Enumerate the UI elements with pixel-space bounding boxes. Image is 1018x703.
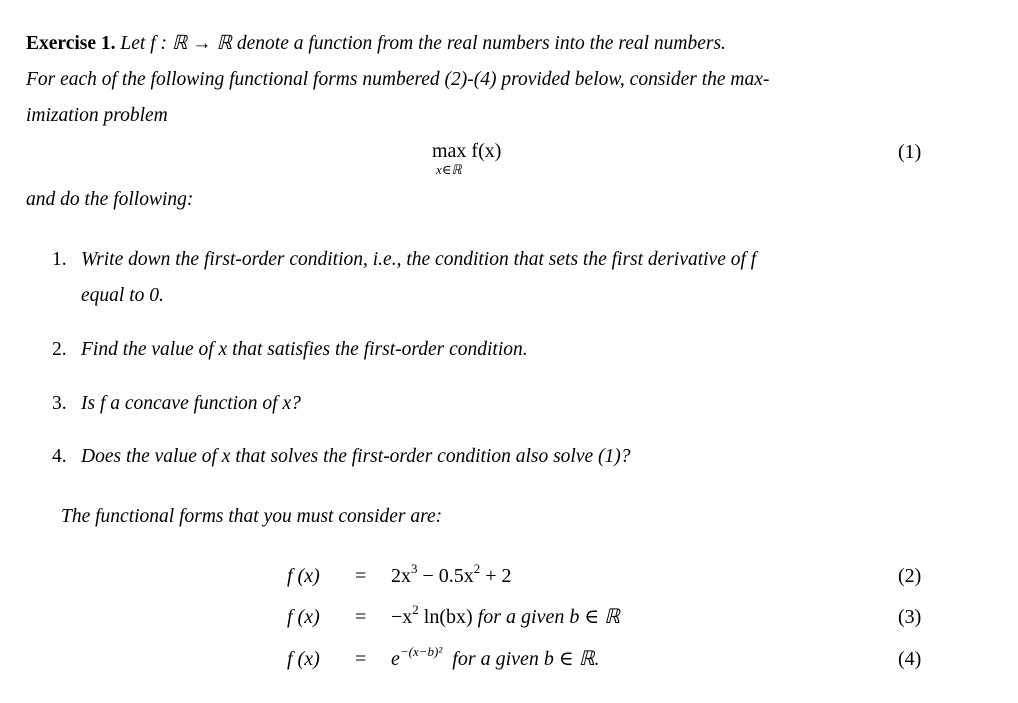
equation-number-1: (1) xyxy=(898,141,922,163)
exercise-heading: Exercise 1. xyxy=(26,33,116,54)
equals-sign: = xyxy=(355,606,367,628)
equation-lhs: f (x) xyxy=(287,606,320,628)
max-subscript: x∈ℝ xyxy=(436,162,462,177)
equation-number-3: (3) xyxy=(898,606,922,628)
equation-number-2: (2) xyxy=(898,565,922,587)
task-text: Write down the first-order condition, i.e., the condition that sets the first derivative of f xyxy=(81,249,757,270)
rhs-term: ln(bx) xyxy=(418,606,478,628)
equation-lhs: f (x) xyxy=(287,648,320,670)
task-number: 1. xyxy=(52,249,67,270)
rhs-condition: for a given b ∈ ℝ. xyxy=(442,648,600,670)
rhs-term: e xyxy=(391,648,400,670)
max-operator: max f(x) xyxy=(432,140,502,162)
equals-sign: = xyxy=(355,648,367,670)
rhs-term: −x xyxy=(391,606,413,628)
equation-rhs xyxy=(391,602,620,628)
max-problem xyxy=(432,141,501,161)
rhs-exponent: −(x−b)² xyxy=(399,644,443,659)
task-number: 4. xyxy=(52,446,67,467)
rhs-condition: for a given b ∈ ℝ xyxy=(477,606,620,628)
rhs-exponent: 3 xyxy=(411,561,418,576)
rhs-term: 2x xyxy=(391,565,411,587)
rhs-exponent: 2 xyxy=(473,561,481,576)
task-text: Is f a concave function of x? xyxy=(81,393,301,414)
intro-line-3: imization problem xyxy=(26,105,168,126)
task-text: Does the value of x that solves the first-order condition also solve (1)? xyxy=(81,446,631,467)
intro-line-1-text: Let f : ℝ → ℝ denote a function from the real numbers into the real numbers. xyxy=(120,33,726,54)
task-number: 3. xyxy=(52,393,67,414)
do-following-text: and do the following: xyxy=(26,189,194,210)
intro-line-1 xyxy=(26,34,726,54)
equation-number-4: (4) xyxy=(898,648,922,670)
rhs-term: + 2 xyxy=(480,565,512,587)
rhs-term: − 0.5x xyxy=(417,565,474,587)
equation-rhs xyxy=(391,644,600,670)
intro-line-2: For each of the following functional forms numbered (2)-(4) provided below, consider the max- xyxy=(26,69,770,90)
task-text-continuation: equal to 0. xyxy=(81,285,164,306)
task-text: Find the value of x that satisfies the first-order condition. xyxy=(81,339,528,360)
equals-sign: = xyxy=(355,565,367,587)
task-number: 2. xyxy=(52,339,67,360)
equation-rhs xyxy=(391,561,512,587)
forms-intro: The functional forms that you must consider are: xyxy=(61,506,443,527)
equation-lhs: f (x) xyxy=(287,565,320,587)
rhs-exponent: 2 xyxy=(412,602,419,617)
